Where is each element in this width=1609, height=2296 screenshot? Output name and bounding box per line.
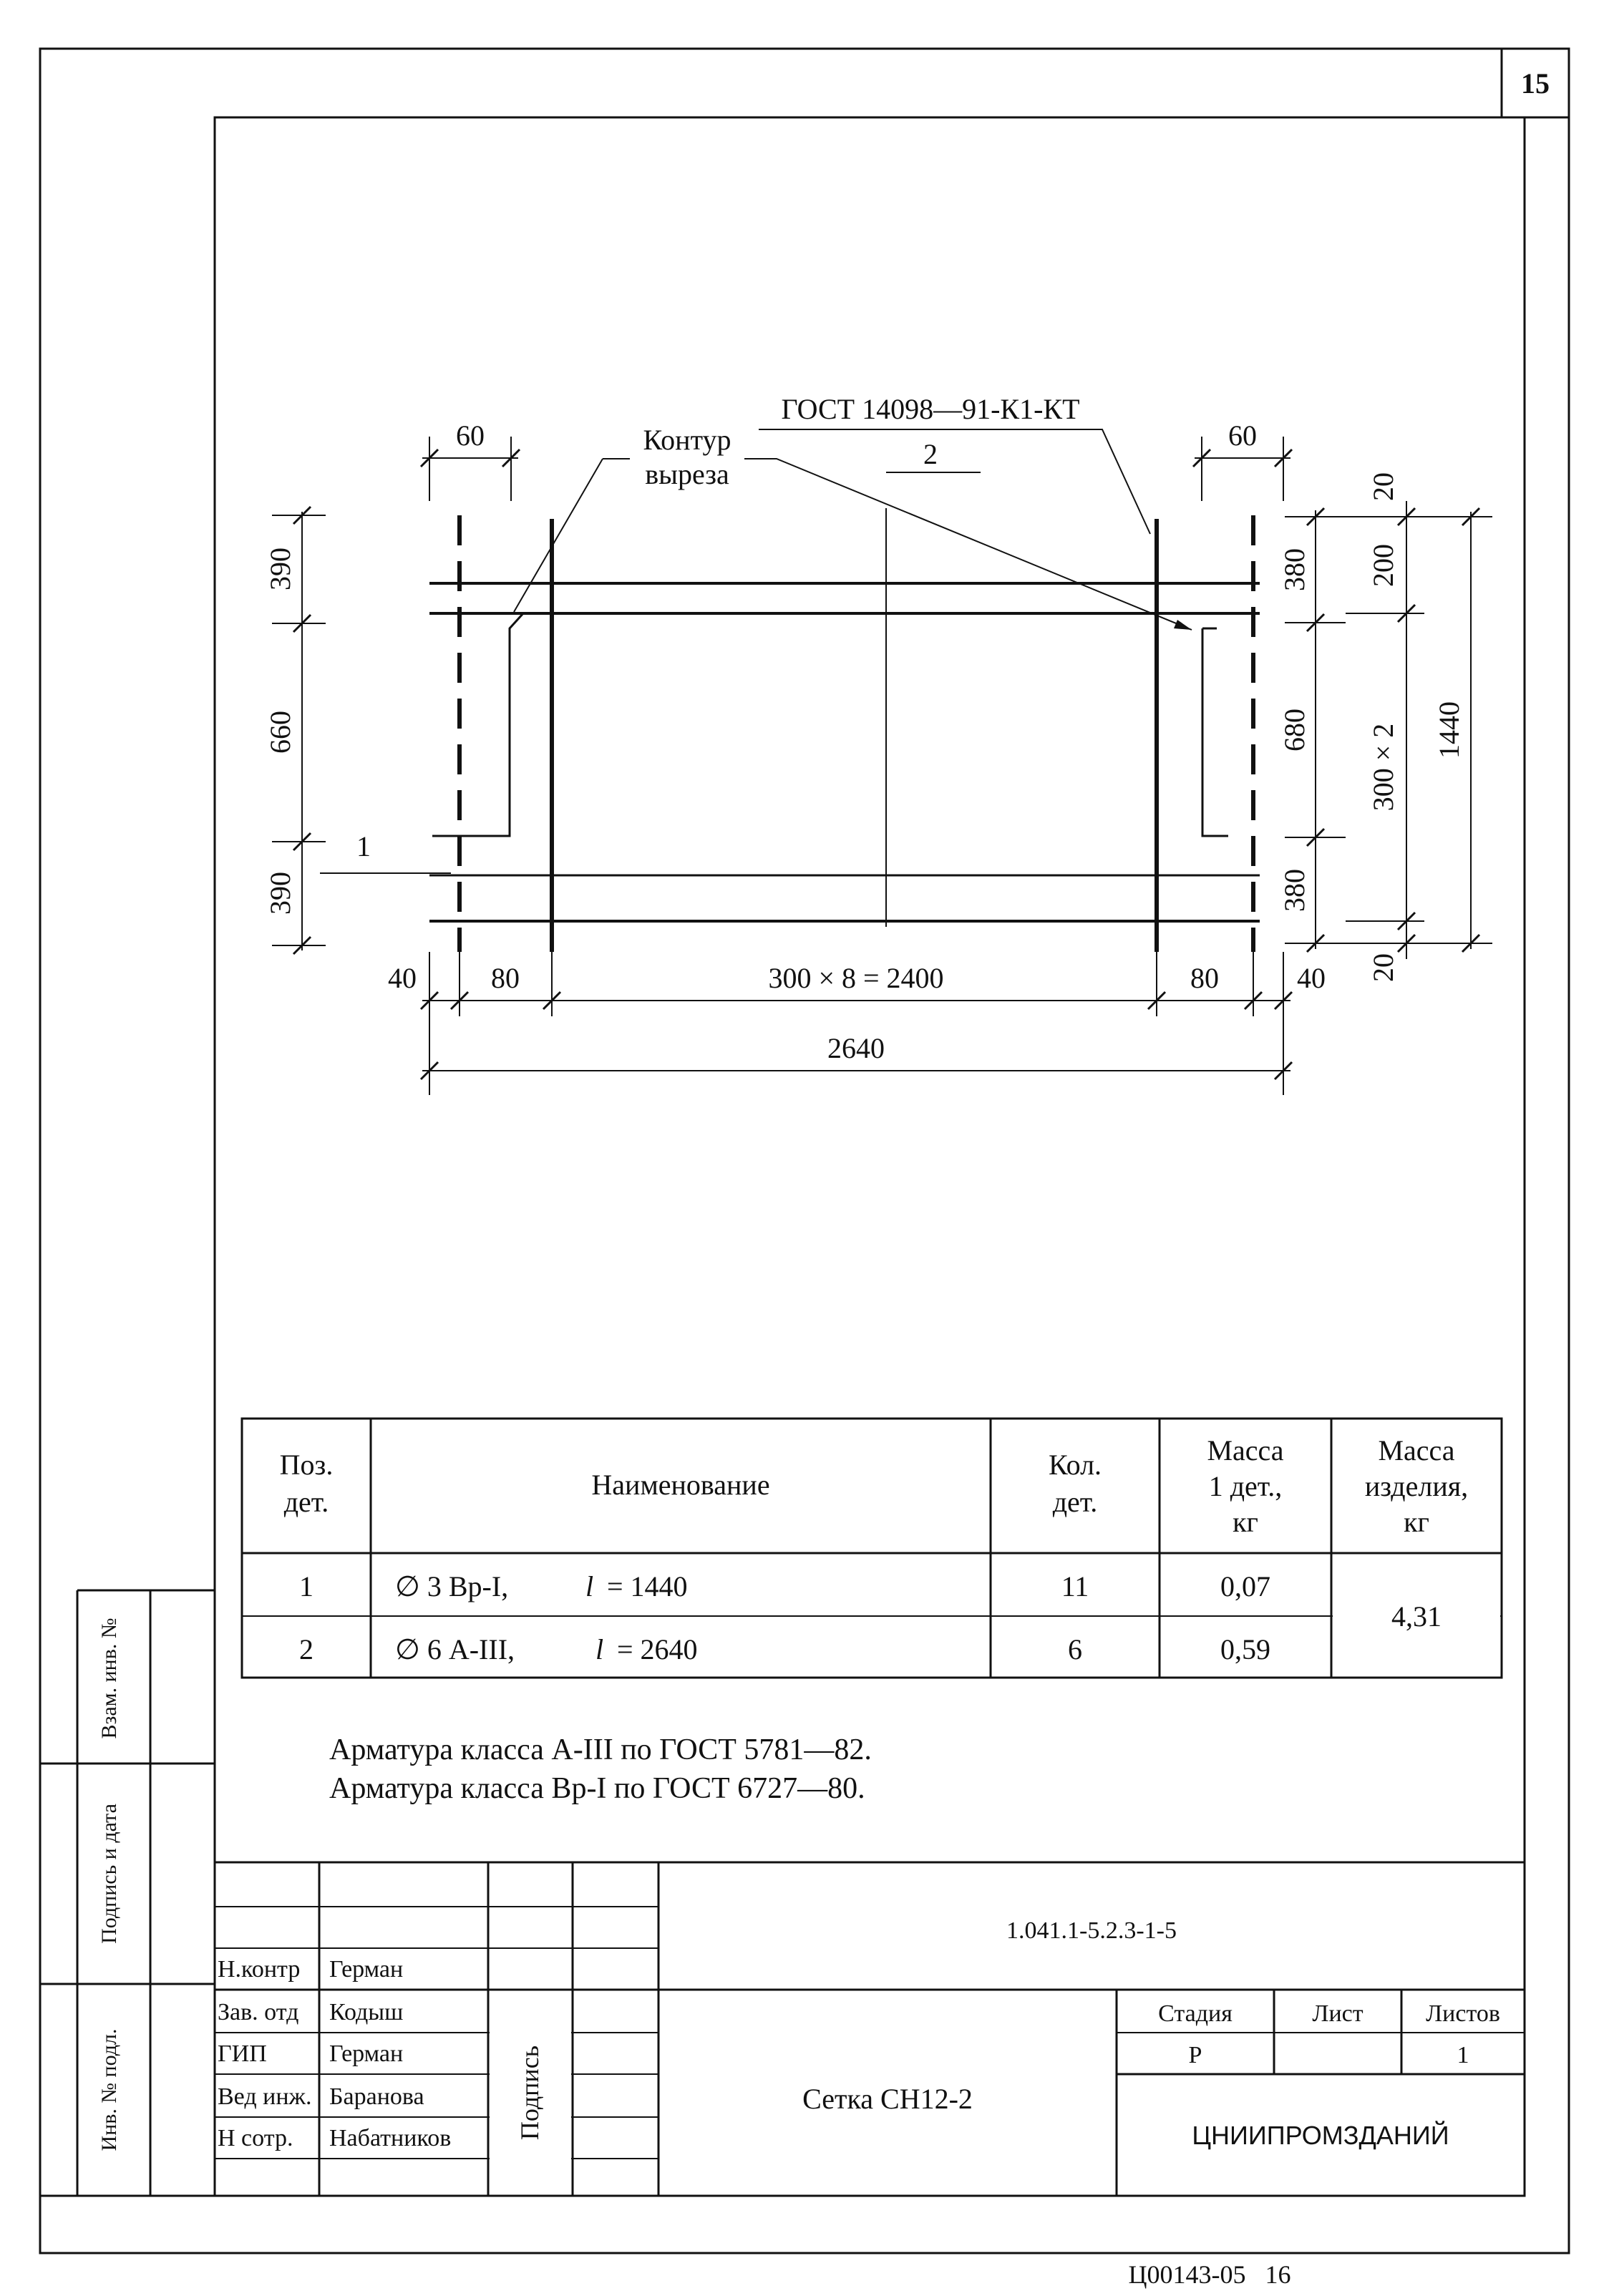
dim-overall-2640: 2640 (827, 1032, 885, 1064)
row1-pos: 1 (299, 1570, 313, 1602)
page-number: 15 (1521, 67, 1550, 99)
note-2: Арматура класса Вр-I по ГОСТ 6727—80. (329, 1772, 865, 1805)
tb-sheet-header: Лист (1312, 2000, 1363, 2027)
stamp-inv-podl: Инв. № подл. (97, 2028, 121, 2151)
th-mass-total-3: кг (1404, 1506, 1429, 1538)
dim-right-200: 200 (1367, 544, 1399, 587)
tb-sheets-header: Листов (1426, 2000, 1500, 2027)
dim-right-1440: 1440 (1433, 701, 1465, 759)
cutout-contour-right (1202, 628, 1228, 836)
stamp-podpis-data: Подпись и дата (97, 1804, 121, 1944)
th-mass-total-2: изделия, (1364, 1470, 1469, 1502)
th-pos-1: Поз. (279, 1449, 334, 1481)
tb-stage-value: Р (1188, 2042, 1202, 2068)
row2-length-value: = 2640 (617, 1633, 698, 1665)
tb-title: Сетка СН12-2 (802, 2083, 973, 2115)
row2-pos: 2 (299, 1633, 313, 1665)
tb-person: Герман (329, 1956, 404, 1983)
dim-left-390-top: 390 (264, 548, 296, 590)
th-mass-one-2: 1 дет., (1208, 1470, 1283, 1502)
dim-right-680: 680 (1278, 709, 1311, 751)
row1-name: ∅ 3 Вр-I, (395, 1570, 509, 1602)
mesh-drawing (272, 429, 1492, 1095)
contour-label-2: выреза (645, 458, 729, 490)
row2-qty: 6 (1068, 1633, 1082, 1665)
cutout-contour-left (432, 613, 523, 836)
gost-label: ГОСТ 14098—91-К1-КТ (781, 393, 1080, 425)
callout-pos2: 2 (923, 438, 938, 470)
row1-qty: 11 (1061, 1570, 1089, 1602)
dim-bottom-40-right: 40 (1297, 962, 1326, 994)
sheet-frame (40, 49, 1569, 2253)
th-mass-one-1: Масса (1207, 1434, 1284, 1466)
dim-right-300x2: 300 × 2 (1367, 723, 1399, 812)
row1-length-value: = 1440 (607, 1570, 688, 1602)
tb-person: Кодыш (329, 1999, 404, 2025)
dim-bottom-span: 300 × 8 = 2400 (768, 962, 944, 994)
tb-doc-code: 1.041.1-5.2.3-1-5 (1006, 1917, 1177, 1944)
tb-person: Герман (329, 2040, 404, 2067)
dim-bottom-80-left: 80 (491, 962, 520, 994)
row1-length-label: l (585, 1570, 594, 1602)
dim-right-20-bottom: 20 (1367, 953, 1399, 982)
tb-sheets-value: 1 (1457, 2042, 1469, 2068)
tb-org: ЦНИИПРОМЗДАНИЙ (1192, 2121, 1449, 2150)
tb-role: Н.контр (218, 1956, 301, 1983)
th-mass-total-1: Масса (1378, 1434, 1455, 1466)
dim-top-left-60: 60 (456, 419, 485, 452)
stamp-vzam: Взам. инв. № (97, 1618, 121, 1739)
footer-code: Ц00143-05 16 (1128, 2260, 1291, 2289)
callout-pos1: 1 (356, 830, 371, 862)
row2-name: ∅ 6 А-III, (395, 1633, 515, 1665)
dim-bottom-40-left: 40 (388, 962, 417, 994)
dim-bottom-80-right: 80 (1190, 962, 1219, 994)
tb-role: Вед инж. (218, 2083, 312, 2110)
tb-stage-header: Стадия (1158, 2000, 1233, 2027)
dim-right-380-top: 380 (1278, 548, 1311, 591)
th-qty-2: дет. (1052, 1486, 1098, 1518)
tb-signature-col: Подпись (515, 2045, 544, 2141)
note-1: Арматура класса А-III по ГОСТ 5781—82. (329, 1733, 872, 1766)
tb-person: Баранова (329, 2083, 424, 2110)
tb-role: Н сотр. (218, 2125, 293, 2151)
th-mass-one-3: кг (1233, 1506, 1258, 1538)
th-name: Наименование (591, 1469, 770, 1501)
dim-right-20-top: 20 (1367, 472, 1399, 501)
row2-mass: 0,59 (1220, 1633, 1270, 1665)
tb-person: Набатников (329, 2125, 452, 2151)
dim-left-660: 660 (264, 711, 296, 754)
dim-right-380-bottom: 380 (1278, 869, 1311, 912)
side-stamp (40, 1590, 215, 2196)
contour-label-1: Контур (643, 424, 731, 456)
tb-role: ГИП (218, 2040, 267, 2067)
th-qty-1: Кол. (1048, 1449, 1102, 1481)
th-pos-2: дет. (283, 1486, 329, 1518)
total-mass: 4,31 (1391, 1600, 1442, 1633)
row1-mass: 0,07 (1220, 1570, 1270, 1602)
tb-role: Зав. отд (218, 1999, 299, 2025)
row2-length-label: l (596, 1633, 604, 1665)
dim-top-right-60: 60 (1228, 419, 1257, 452)
dim-left-390-bottom: 390 (264, 872, 296, 915)
